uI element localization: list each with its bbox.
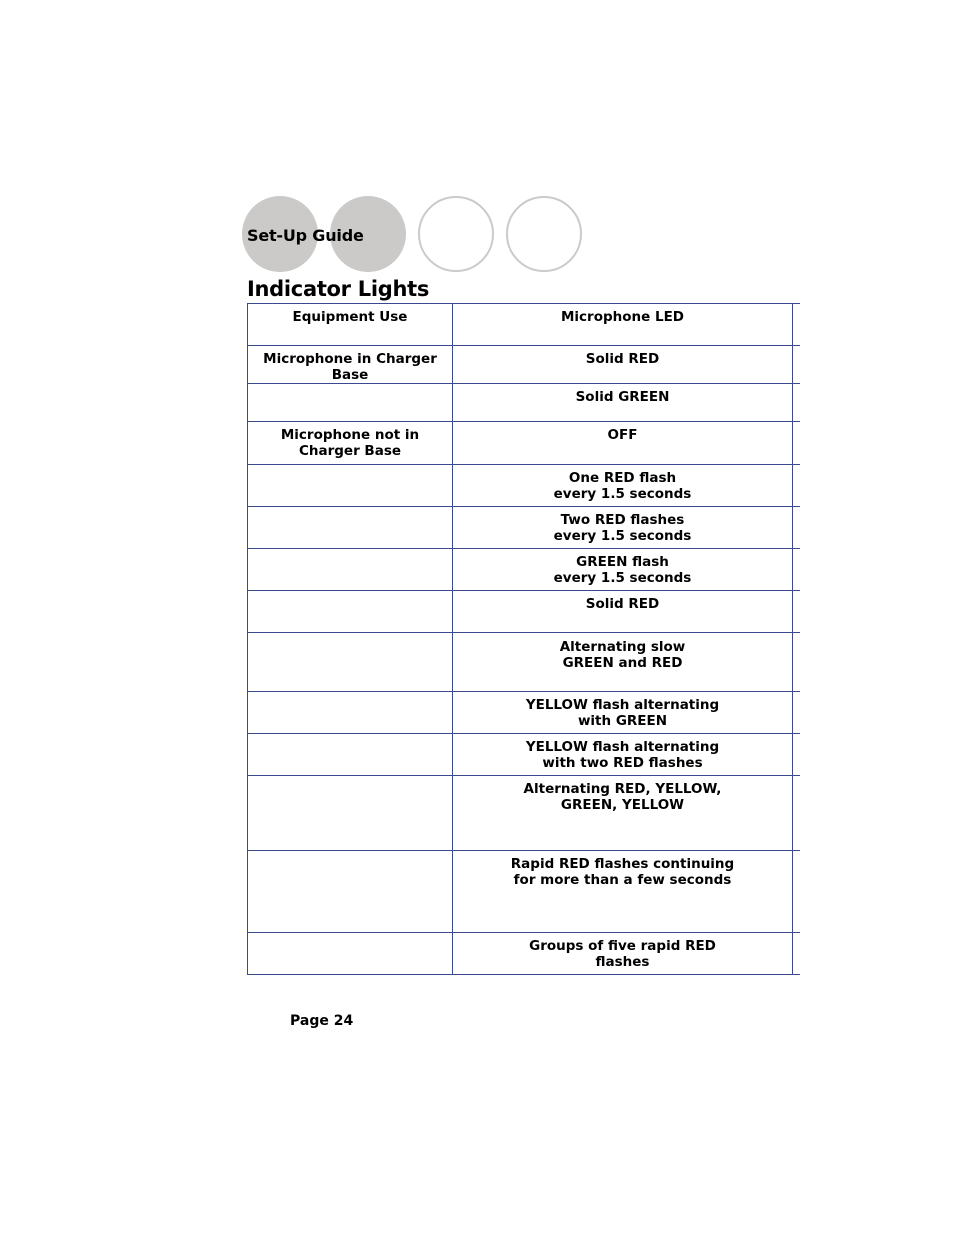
table-row — [248, 776, 801, 851]
table-row — [248, 692, 801, 734]
cut-off-cell — [793, 384, 801, 422]
equipment-use-cell — [248, 591, 453, 633]
table-row — [248, 633, 801, 692]
equipment-use-cell — [248, 692, 453, 734]
cut-off-cell — [793, 465, 801, 507]
cut-off-cell — [793, 734, 801, 776]
microphone-led-cell: Groups of five rapid RED flashes — [453, 933, 793, 975]
cut-off-cell — [793, 692, 801, 734]
microphone-led-cell: Solid GREEN — [453, 384, 793, 422]
cut-off-cell — [793, 776, 801, 851]
microphone-led-cell: GREEN flash every 1.5 seconds — [453, 549, 793, 591]
cut-off-cell — [793, 933, 801, 975]
cut-off-cell — [793, 633, 801, 692]
equipment-use-cell — [248, 507, 453, 549]
equipment-use-cell — [248, 776, 453, 851]
cut-off-cell — [793, 346, 801, 384]
header-cut-off — [793, 304, 801, 346]
section-label: Set-Up Guide — [247, 226, 364, 245]
microphone-led-cell: Alternating RED, YELLOW, GREEN, YELLOW — [453, 776, 793, 851]
indicator-table-container — [247, 303, 800, 975]
microphone-led-cell: Solid RED — [453, 591, 793, 633]
equipment-use-cell — [248, 633, 453, 692]
microphone-led-cell: Two RED flashes every 1.5 seconds — [453, 507, 793, 549]
table-row — [248, 384, 801, 422]
cut-off-cell — [793, 851, 801, 933]
page-number: Page 24 — [290, 1013, 354, 1029]
equipment-use-cell: Microphone in Charger Base — [248, 346, 453, 384]
table-row — [248, 422, 801, 465]
table-row — [248, 734, 801, 776]
table-row — [248, 465, 801, 507]
page-title: Indicator Lights — [247, 277, 430, 301]
table-row — [248, 933, 801, 975]
equipment-use-cell — [248, 734, 453, 776]
microphone-led-cell: One RED flash every 1.5 seconds — [453, 465, 793, 507]
equipment-use-cell — [248, 384, 453, 422]
equipment-use-cell: Microphone not in Charger Base — [248, 422, 453, 465]
cut-off-cell — [793, 422, 801, 465]
table-row — [248, 507, 801, 549]
table-row — [248, 851, 801, 933]
equipment-use-cell — [248, 851, 453, 933]
microphone-led-cell: YELLOW flash alternating with two RED flashes — [453, 734, 793, 776]
table-row — [248, 549, 801, 591]
microphone-led-cell: Rapid RED flashes continuing for more than a few seconds — [453, 851, 793, 933]
header-microphone-led: Microphone LED — [453, 304, 793, 346]
equipment-use-cell — [248, 933, 453, 975]
table-row — [248, 346, 801, 384]
equipment-use-cell — [248, 465, 453, 507]
cut-off-cell — [793, 507, 801, 549]
microphone-led-cell: OFF — [453, 422, 793, 465]
cut-off-cell — [793, 549, 801, 591]
indicator-lights-table — [247, 303, 800, 975]
table-header-row — [248, 304, 801, 346]
header-equipment-use: Equipment Use — [248, 304, 453, 346]
microphone-led-cell: YELLOW flash alternating with GREEN — [453, 692, 793, 734]
header-circle-3 — [418, 196, 494, 272]
microphone-led-cell: Solid RED — [453, 346, 793, 384]
cut-off-cell — [793, 591, 801, 633]
equipment-use-cell — [248, 549, 453, 591]
table-row — [248, 591, 801, 633]
header-circle-4 — [506, 196, 582, 272]
microphone-led-cell: Alternating slow GREEN and RED — [453, 633, 793, 692]
